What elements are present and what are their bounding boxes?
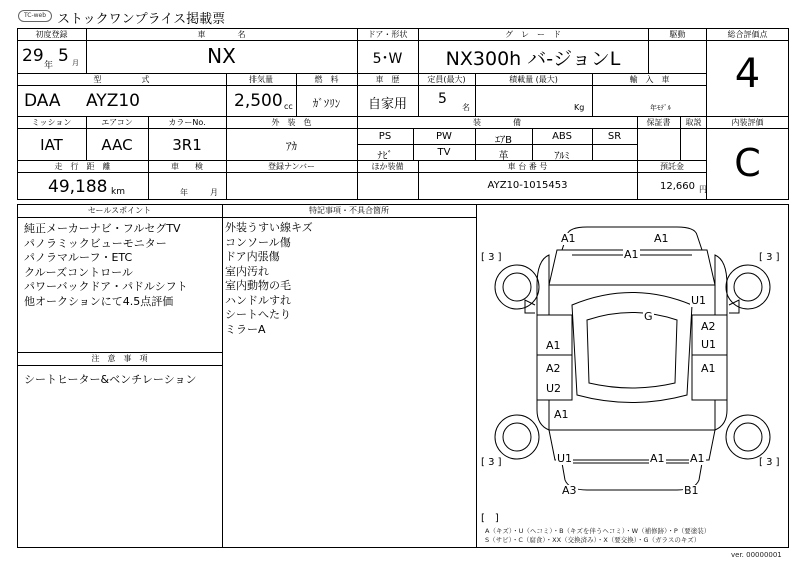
header-drive: 駆動 xyxy=(669,30,686,39)
header-model: 型 式 xyxy=(93,75,150,84)
deposit-unit: 円 xyxy=(699,185,707,194)
header-capacity: 定員(最大) xyxy=(427,75,466,84)
aircon: AAC xyxy=(101,136,133,154)
damage-mark: G xyxy=(644,310,653,323)
header-grade: グ レ ー ド xyxy=(505,30,561,39)
door-type: 5･W xyxy=(372,51,403,67)
inspection-year-unit: 年 xyxy=(180,188,188,197)
equip-alloy: ｱﾙﾐ xyxy=(554,151,570,162)
chassis-number: AYZ10-1015453 xyxy=(487,180,568,191)
list-item: 純正メーカーナビ・フルセグTV xyxy=(24,222,181,235)
reg-year: 29 xyxy=(22,46,44,66)
damage-mark: A3 xyxy=(562,484,577,497)
bracket-front-right: [ 3 ] xyxy=(759,252,780,263)
damage-mark: A1 xyxy=(701,362,716,375)
load-unit: Kg xyxy=(574,103,585,112)
sales-points-title: セールスポイント xyxy=(87,206,152,215)
mileage: 49,188 xyxy=(48,177,108,197)
damage-mark: A1 xyxy=(654,232,669,245)
reg-year-unit: 年 xyxy=(44,61,54,71)
header-warranty: 保証書 xyxy=(646,118,671,127)
displacement-unit: cc xyxy=(284,102,293,111)
list-item: パワーバックドア・パドルシフト xyxy=(24,280,188,293)
list-item: パノラマルーフ・ETC xyxy=(24,251,133,264)
damage-mark: A1 xyxy=(650,452,665,465)
list-item: 室内動物の毛 xyxy=(225,279,291,292)
header-category: 車 歴 xyxy=(375,75,400,84)
damage-mark: U1 xyxy=(701,338,717,351)
import-note: 年ﾓﾃﾞﾙ xyxy=(650,104,671,112)
list-item: シートヒーター&ベンチレーション xyxy=(24,373,197,386)
equip-leather: 革 xyxy=(498,151,509,162)
header-interior-score: 内装評価 xyxy=(731,118,764,127)
header-other-equip: ほか装備 xyxy=(371,162,404,171)
header-displacement: 排気量 xyxy=(249,75,273,84)
notes-list xyxy=(225,221,313,337)
damage-mark: U1 xyxy=(691,294,707,307)
header-inspection: 車 検 xyxy=(171,162,203,171)
equip-airbag: ｴｱB xyxy=(495,135,512,146)
reg-month: 5 xyxy=(58,46,69,66)
header-overall-score: 総合評価点 xyxy=(727,30,768,39)
interior-score: C xyxy=(734,141,761,185)
list-item: 室内汚れ xyxy=(225,264,269,278)
header-load: 積載量 (最大) xyxy=(509,75,558,84)
damage-mark: B1 xyxy=(684,484,699,497)
header-first-reg: 初度登録 xyxy=(35,30,68,39)
list-item: 外装うすい線キズ xyxy=(225,221,313,234)
car-damage-diagram xyxy=(477,205,788,547)
bracket-rear-left: [ 3 ] xyxy=(481,457,502,468)
header-aircon: エアコン xyxy=(101,118,133,127)
version-label: ver. 00000001 xyxy=(731,551,782,559)
damage-legend: A（キズ）・U（ヘコミ）・B（キズを伴うヘコミ）・W（補修跡）・P（要塗装） S（サビ）・C（腐食）・XX（交換済み）・X（要交換）・G（ガラスのキズ） xyxy=(485,527,711,544)
displacement: 2,500 xyxy=(234,91,283,111)
damage-mark: U1 xyxy=(557,452,573,465)
reg-month-unit: 月 xyxy=(72,59,79,67)
damage-mark: A2 xyxy=(546,362,561,375)
notes-title: 特記事項・不具合箇所 xyxy=(309,206,389,215)
bracket-front-left: [ 3 ] xyxy=(481,252,502,263)
list-item: 他オークションにて4.5点評価 xyxy=(24,294,174,308)
bracket-other: [ ] xyxy=(481,513,499,524)
equip-pw: PW xyxy=(436,131,452,142)
header-fuel: 燃 料 xyxy=(314,75,339,84)
ext-color: ｱｶ xyxy=(286,140,297,153)
fuel: ｶﾞｿﾘﾝ xyxy=(312,97,341,110)
list-item: シートへたり xyxy=(225,308,291,321)
header-mileage: 走 行 距 離 xyxy=(54,162,111,171)
equip-sr: SR xyxy=(607,131,622,142)
header-deposit: 預託金 xyxy=(660,162,684,171)
inspection-month-unit: 月 xyxy=(210,188,218,197)
car-name: NX xyxy=(207,44,236,68)
header-chassis: 車 台 番 号 xyxy=(507,162,548,171)
list-item: ハンドルすれ xyxy=(225,293,291,307)
overall-score: 4 xyxy=(734,51,761,97)
damage-mark: A1 xyxy=(561,232,576,245)
equip-tv: TV xyxy=(437,147,451,158)
header-color-no: カラーNo. xyxy=(168,118,206,127)
header-import: 輸 入 車 xyxy=(629,75,670,84)
capacity: 5 xyxy=(438,91,447,107)
list-item: ドア内張傷 xyxy=(225,250,280,263)
header-door: ドア・形状 xyxy=(367,30,408,39)
mileage-unit: km xyxy=(111,187,125,197)
damage-mark: A2 xyxy=(701,320,716,333)
damage-mark: A1 xyxy=(554,408,569,421)
deposit: 12,660 xyxy=(660,181,695,192)
sales-points-list xyxy=(24,222,188,309)
equip-ps: PS xyxy=(378,131,392,142)
list-item: ミラーA xyxy=(225,322,266,336)
header-equipment: 装 備 xyxy=(473,118,521,127)
header-plate: 登録ナンバー xyxy=(267,162,316,171)
page-title: ストックワンプライス掲載票 xyxy=(57,12,226,27)
model-prefix: DAA xyxy=(24,91,61,111)
vehicle-category: 自家用 xyxy=(367,97,407,112)
list-item: クルーズコントロール xyxy=(24,265,133,279)
grade: NX300h バ-ジョンL xyxy=(445,48,621,70)
header-name: 車 名 xyxy=(197,30,246,39)
damage-mark: A1 xyxy=(690,452,705,465)
list-item: コンソール傷 xyxy=(225,235,291,249)
damage-mark: A1 xyxy=(546,339,561,352)
model-code: AYZ10 xyxy=(86,91,140,111)
color-no: 3R1 xyxy=(172,136,202,154)
cautions-title: 注 意 事 項 xyxy=(91,354,148,363)
header-mission: ミッション xyxy=(31,118,72,127)
header-manual: 取説 xyxy=(685,118,702,127)
list-item: パノラミックビューモニター xyxy=(24,236,167,250)
mission: IAT xyxy=(40,136,63,154)
capacity-unit: 名 xyxy=(462,103,470,112)
damage-mark: A1 xyxy=(624,248,639,261)
cautions-list xyxy=(24,373,196,388)
logo: TC-web xyxy=(18,10,52,22)
equip-navi: ﾅﾋﾞ xyxy=(377,151,393,162)
header-ext-color: 外 装 色 xyxy=(271,118,312,127)
bracket-rear-right: [ 3 ] xyxy=(759,457,780,468)
damage-mark: U2 xyxy=(546,382,562,395)
equip-abs: ABS xyxy=(552,131,572,142)
